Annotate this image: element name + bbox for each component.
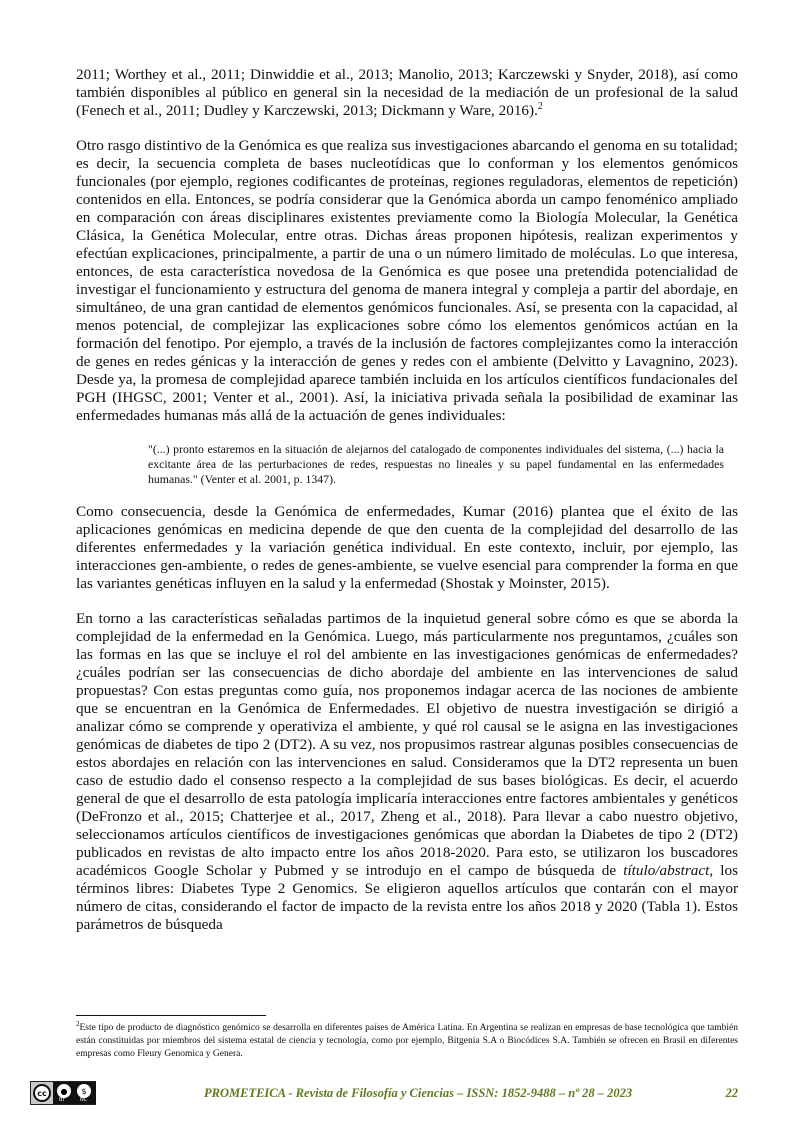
cc-license-badge[interactable] — [30, 1081, 96, 1105]
page-footer — [30, 1081, 738, 1107]
paragraph-1-text: 2011; Worthey et al., 2011; Dinwiddie et al., 2013; Manolio, 2013; Karczewski y Snyder, 2018), así como también disponibles al público en general sin la necesidad de la mediación de un profesional de la salud (Fenech et al., 2011; Dudley y Karczewski, 2013; Dickmann y Ware, 2016). — [76, 66, 738, 119]
footnote-divider — [76, 1015, 266, 1016]
footnote — [76, 1019, 738, 1061]
page-body — [76, 66, 738, 951]
cc-by-label: BY — [59, 1097, 66, 1103]
paragraph-4-italic: título/abstract — [623, 862, 710, 879]
paragraph-3: Como consecuencia, desde la Genómica de enfermedades, Kumar (2016) plantea que el éxito de las aplicaciones genómicas en medicina depende de que den cuenta de la complejidad del desarrollo de las diferentes enfermedades y la variación genética individual. En este contexto, incluir, por ejemplo, las interacciones gen-ambiente, o redes de genes-ambiente, se vuelve esencial para comprender la forma en que las variantes genéticas influyen en la salud y la enfermedad (Shostak y Moinster, 2015). — [76, 503, 738, 592]
journal-citation: PROMETEICA - Revista de Filosofía y Ciencias – ISSN: 1852-9488 – nº 28 – 2023 — [204, 1086, 633, 1100]
cc-badge-band — [53, 1082, 96, 1104]
cc-logo-icon: cc — [33, 1084, 51, 1102]
paragraph-2: Otro rasgo distintivo de la Genómica es que realiza sus investigaciones abarcando el genoma en su totalidad; es decir, la secuencia completa de bases nucleotídicas que lo conforman y los elementos genómicos funcionales (por ejemplo, regiones codificantes de proteínas, regiones reguladoras, elementos de repetición) contenidos en ella. Entonces, se podría considerar que la Genómica aborda un campo fenoménico ampliado en comparación con áreas disciplinares existentes previamente como la Biología Molecular, la Genética Clásica, la Genética Molecular, entre otras. Dichas áreas proponen hipótesis, realizan experimentos y efectúan explicaciones, principalmente, a partir de una o un número limitado de moléculas. Lo que interesa, entonces, de esta característica novedosa de la Genómica es que posee una pretendida potencialidad de investigar el funcionamiento y estructura del genoma de manera integral y compleja a partir del abordaje, en simultáneo, de una gran cantidad de elementos genómicos funcionales. Así, se presenta con la capacidad, al menos potencial, de complejizar las explicaciones sobre cómo los elementos genómicos actúan en la formación del fenotipo. Por ejemplo, a través de la inclusión de factores complejizantes como la interacción de genes en redes génicas y la interacción de genes y redes con el ambiente (Delvitto y Lavagnino, 2023). Desde ya, la promesa de complejidad aparece también incluida en los artículos científicos fundacionales del PGH (IHGSC, 2001; Venter et al., 2001). Así, la iniciativa privada señala la posibilidad de examinar las enfermedades humanas más allá de la actuación de genes individuales: — [76, 137, 738, 424]
page-number: 22 — [725, 1086, 738, 1100]
footnote-ref[interactable]: 2 — [537, 100, 543, 112]
footnote-number: 2 — [76, 1019, 80, 1028]
cc-nc-label: NC — [80, 1097, 88, 1103]
block-quote: "(...) pronto estaremos en la situación de alejarnos del catalogado de componentes individuales del sistema, (...) hacia la excitante área de las perturbaciones de redes, respuestas no lineales y su papel fundamental en las enfermedades humanas." (Venter et al. 2001, p. 1347). — [148, 442, 724, 486]
paragraph-4-text-b: , los términos libres: Diabetes Type 2 Genomics. Se eligieron aquellos artículos que contarán con el mayor número de citas, considerando el factor de impacto de la revista entre los años 2018 y 2020 (Tabla 1). Estos parámetros de búsqueda — [76, 862, 738, 933]
footnote-text: Este tipo de producto de diagnóstico genómico se desarrolla en diferentes países de América Latina. En Argentina se realizan en empresas de base tecnológica que también están constituidas por miembros del sistema estatal de ciencia y tecnología, como por ejemplo, Bitgenia S.A o Biocódices S.A. También se ofrecen en Brasil en diferentes empresas como Fleury Genomica y Genera. — [76, 1023, 738, 1059]
paragraph-4 — [76, 610, 738, 934]
paragraph-4-text-a: En torno a las características señaladas partimos de la inquietud general sobre cómo es que se aborda la complejidad de la enfermedad en la Genómica. Luego, más particularmente nos preguntamos, ¿cuáles son las formas en las que se incluye el rol del ambiente en las investigaciones genómicas de enfermedades? ¿cuáles podrían ser las consecuencias de dicho abordaje del ambiente en las intervenciones de salud propuestas? Con estas preguntas como guía, nos proponemos indagar acerca de las nociones de ambiente que se encuentran en la Genómica de Enfermedades. El objetivo de nuestra investigación se dirigió a analizar cómo se comprende y operativiza el ambiente, y qué rol causal se le asigna en las investigaciones genómicas de diabetes de tipo 2 (DT2). A su vez, nos propusimos rastrear algunas posibles consecuencias de estos abordajes en relación con las intervenciones en salud. Consideramos que la DT2 representa un buen caso de estudio dado el consenso respecto a la complejidad de sus bases biológicas. Es decir, el acuerdo general de que el desarrollo de esta patología implicaría interacciones entre factores ambientales y genéticos (DeFronzo et al., 2015; Chatterjee et al., 2017, Zheng et al., 2018). Para llevar a cabo nuestro objetivo, seleccionamos artículos científicos de investigaciones genómicas que abordan la Diabetes de tipo 2 (DT2) publicados en revistas de alto impacto entre los años 2018-2020. Para esto, se utilizaron los buscadores académicos Google Scholar y Pubmed y se introdujo en el campo de búsqueda de — [76, 610, 738, 879]
paragraph-1 — [76, 66, 738, 120]
cc-nc-icon: $ — [77, 1084, 91, 1098]
cc-by-icon: ● — [57, 1084, 71, 1098]
